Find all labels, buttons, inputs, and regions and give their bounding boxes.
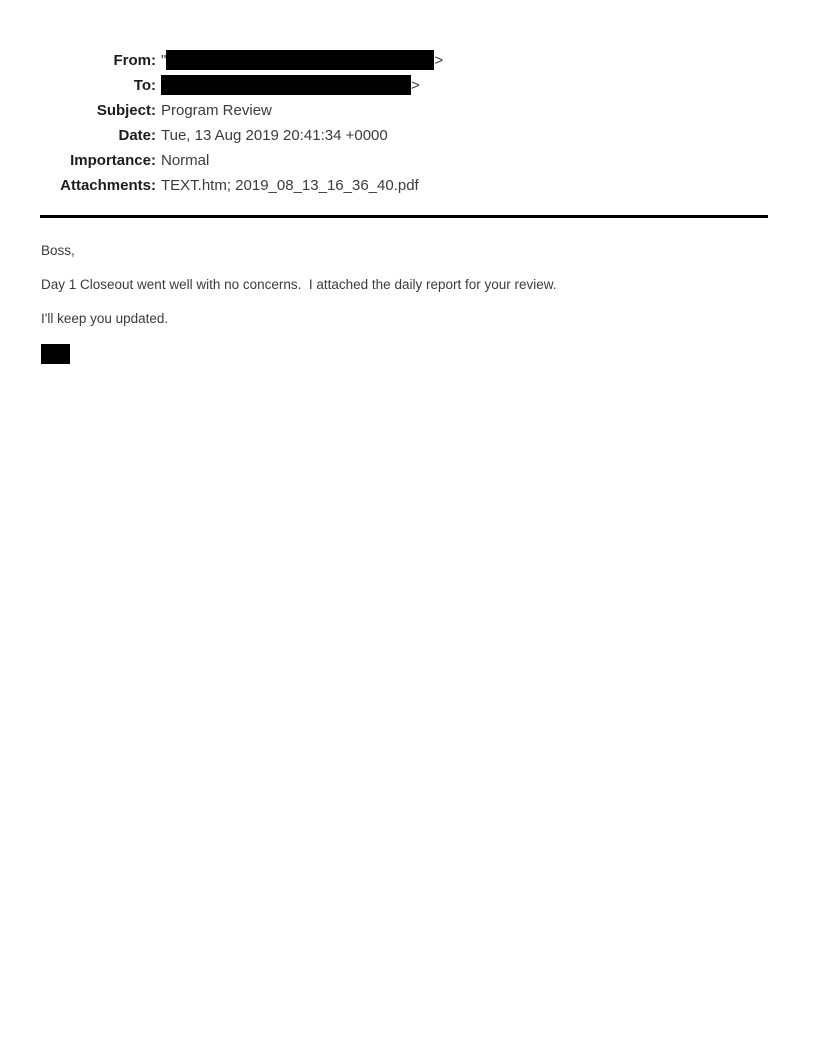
to-closing-bracket: > xyxy=(411,77,420,94)
from-open-quote: " xyxy=(161,52,167,69)
from-value xyxy=(156,48,443,73)
subject-value: Program Review xyxy=(161,102,272,119)
header-row-date xyxy=(40,123,768,148)
importance-label: Importance: xyxy=(70,152,156,169)
body-paragraph: Day 1 Closeout went well with no concerns. I attached the daily report for your review. xyxy=(41,277,557,292)
from-label: From: xyxy=(113,52,156,69)
from-closing-bracket: > xyxy=(434,52,444,69)
email-body xyxy=(41,242,761,364)
header-row-importance xyxy=(40,148,768,173)
header-row-to xyxy=(40,73,768,98)
date-label: Date: xyxy=(118,127,156,144)
to-value xyxy=(156,73,420,98)
date-value: Tue, 13 Aug 2019 20:41:34 +0000 xyxy=(161,127,388,144)
attachments-value: TEXT.htm; 2019_08_13_16_36_40.pdf xyxy=(161,177,419,194)
email-header xyxy=(40,48,768,198)
header-row-subject xyxy=(40,98,768,123)
signature-redaction-bar xyxy=(41,344,70,364)
header-row-attachments xyxy=(40,173,768,198)
from-redaction-bar xyxy=(166,50,434,70)
attachments-label: Attachments: xyxy=(60,177,156,194)
body-greeting: Boss, xyxy=(41,243,75,258)
subject-label: Subject: xyxy=(96,102,156,119)
body-closing: I'll keep you updated. xyxy=(41,311,169,326)
header-row-from xyxy=(40,48,768,73)
to-label: To: xyxy=(133,77,156,94)
importance-value: Normal xyxy=(161,152,210,169)
to-redaction-bar xyxy=(161,75,411,95)
header-body-divider xyxy=(40,215,768,218)
